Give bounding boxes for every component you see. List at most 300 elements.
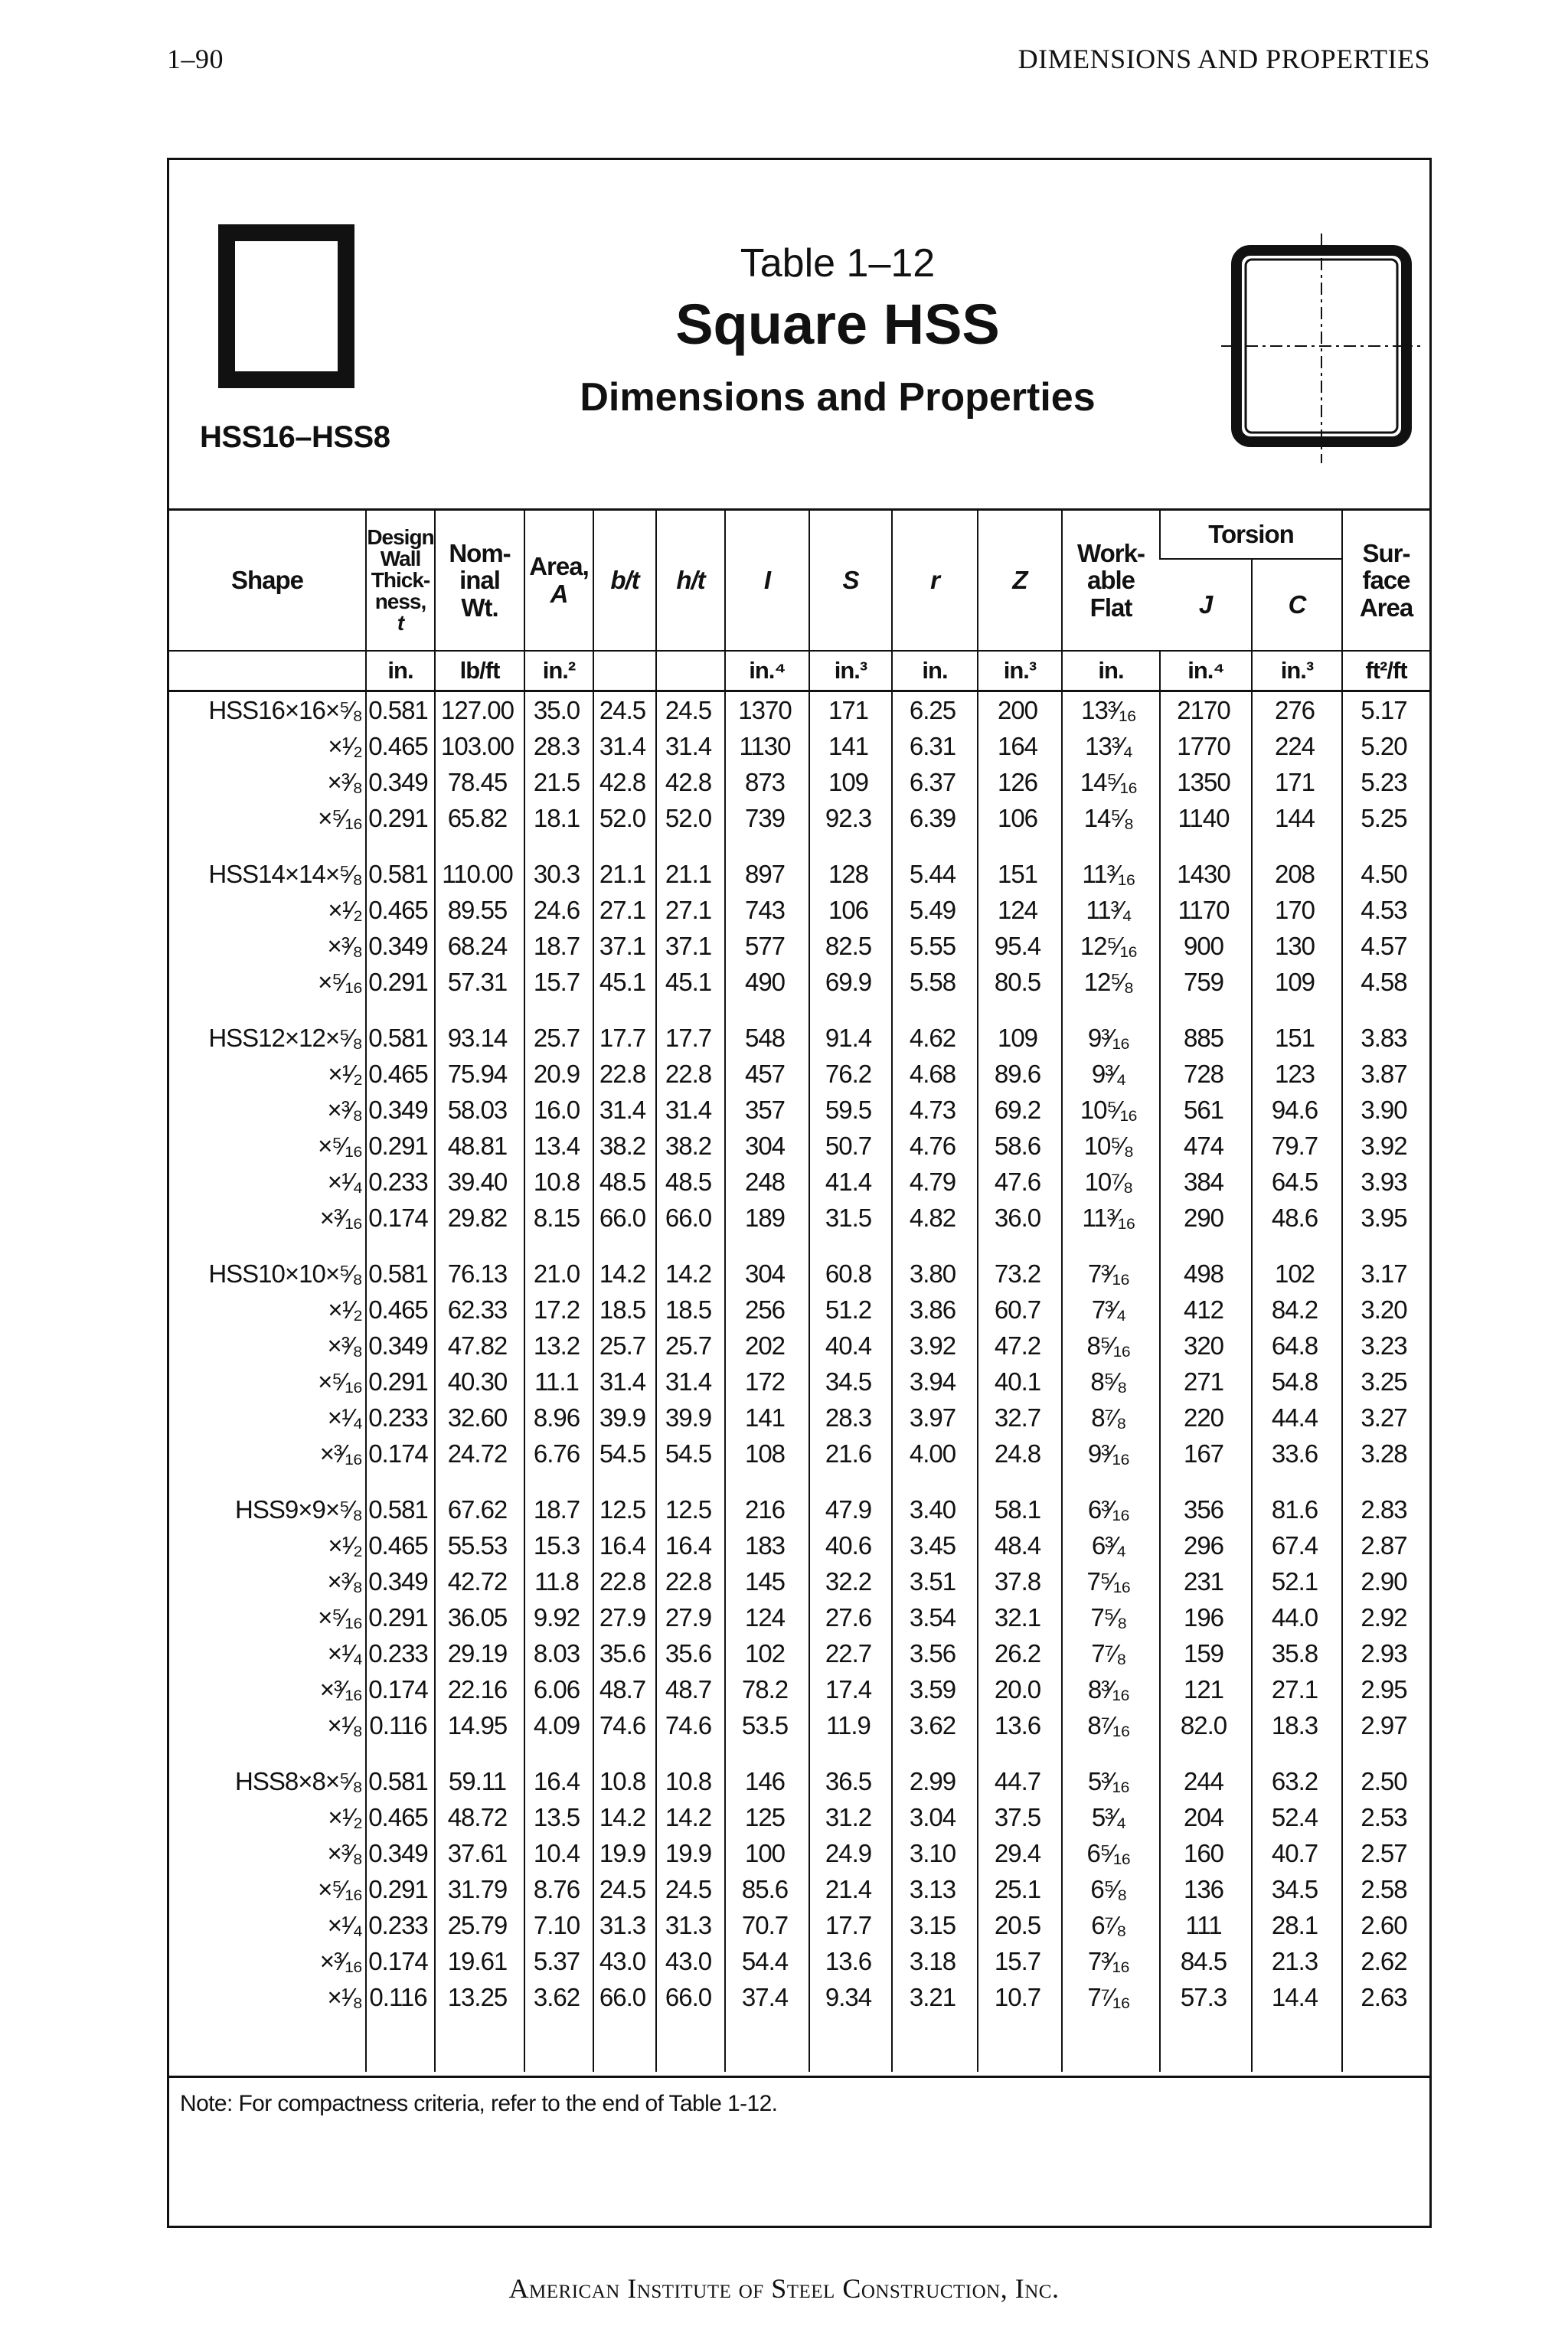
value-cell: 36.05	[435, 1599, 524, 1635]
value-cell: 47.9	[809, 1491, 892, 1527]
value-cell: 4.58	[1342, 964, 1429, 1000]
value-cell: 65.82	[435, 800, 524, 836]
value-cell: 0.291	[366, 800, 435, 836]
col-header-r: r	[892, 510, 978, 652]
value-cell: 4.57	[1342, 928, 1429, 964]
value-cell: 3.62	[892, 1707, 978, 1743]
unit-cell: in.	[366, 651, 435, 691]
value-cell: 10.8	[593, 1763, 656, 1799]
value-cell: 2.63	[1342, 1979, 1429, 2015]
value-cell: 0.349	[366, 1328, 435, 1364]
value-cell: 7³⁄₁₆	[1062, 1256, 1160, 1292]
value-cell: 8³⁄₁₆	[1062, 1671, 1160, 1707]
value-cell: 57.31	[435, 964, 524, 1000]
shape-cell: ×¹⁄₄	[327, 1403, 362, 1432]
value-cell: 75.94	[435, 1056, 524, 1092]
value-cell: 3.21	[892, 1979, 978, 2015]
note-divider	[169, 2076, 1429, 2078]
value-cell: 3.10	[892, 1835, 978, 1871]
value-cell: 3.25	[1342, 1364, 1429, 1400]
value-cell: 55.53	[435, 1527, 524, 1563]
value-cell: 10⁵⁄₈	[1062, 1128, 1160, 1164]
value-cell: 5.23	[1342, 764, 1429, 800]
value-cell: 47.2	[978, 1328, 1062, 1364]
value-cell: 8.15	[524, 1200, 593, 1236]
value-cell: 0.233	[366, 1400, 435, 1436]
value-cell: 34.5	[809, 1364, 892, 1400]
value-cell: 34.5	[1252, 1871, 1342, 1907]
value-cell: 31.4	[593, 728, 656, 764]
value-cell: 73.2	[978, 1256, 1062, 1292]
value-cell: 0.465	[366, 728, 435, 764]
value-cell: 92.3	[809, 800, 892, 836]
value-cell: 13.2	[524, 1328, 593, 1364]
value-cell: 102	[1252, 1256, 1342, 1292]
unit-cell	[169, 651, 366, 691]
value-cell: 40.7	[1252, 1835, 1342, 1871]
value-cell: 31.5	[809, 1200, 892, 1236]
value-cell: 2.97	[1342, 1707, 1429, 1743]
col-header-h-over-t: h/t	[656, 510, 725, 652]
value-cell: 145	[725, 1563, 809, 1599]
shape-cell: HSS16×16×⁵⁄₈	[208, 695, 362, 724]
value-cell: 16.4	[524, 1763, 593, 1799]
unit-cell: in.	[1062, 651, 1160, 691]
unit-cell: ft²/ft	[1342, 651, 1429, 691]
value-cell: 4.62	[892, 1020, 978, 1056]
value-cell: 3.80	[892, 1256, 978, 1292]
shape-cell: ×³⁄₈	[327, 1838, 362, 1867]
value-cell: 3.86	[892, 1292, 978, 1328]
table-row	[169, 691, 1429, 729]
value-cell: 8⁵⁄₈	[1062, 1364, 1160, 1400]
value-cell: 20.9	[524, 1056, 593, 1092]
value-cell: 2170	[1160, 691, 1252, 729]
value-cell: 7⁷⁄₁₆	[1062, 1979, 1160, 2015]
value-cell: 67.62	[435, 1491, 524, 1527]
shape-cell: HSS9×9×⁵⁄₈	[235, 1494, 362, 1524]
value-cell: 57.3	[1160, 1979, 1252, 2015]
value-cell: 171	[809, 691, 892, 729]
value-cell: 9³⁄₁₆	[1062, 1436, 1160, 1472]
shape-cell: HSS8×8×⁵⁄₈	[235, 1766, 362, 1795]
value-cell: 60.8	[809, 1256, 892, 1292]
value-cell: 3.93	[1342, 1164, 1429, 1200]
value-cell: 21.5	[524, 764, 593, 800]
value-cell: 0.174	[366, 1436, 435, 1472]
shape-cell: ×¹⁄₈	[327, 1982, 362, 2011]
value-cell: 3.92	[1342, 1128, 1429, 1164]
value-cell: 172	[725, 1364, 809, 1400]
value-cell: 40.6	[809, 1527, 892, 1563]
value-cell: 3.17	[1342, 1256, 1429, 1292]
value-cell: 561	[1160, 1092, 1252, 1128]
value-cell: 25.7	[524, 1020, 593, 1056]
value-cell: 52.1	[1252, 1563, 1342, 1599]
value-cell: 36.0	[978, 1200, 1062, 1236]
value-cell: 304	[725, 1256, 809, 1292]
value-cell: 48.4	[978, 1527, 1062, 1563]
group-spacer	[169, 1236, 1429, 1256]
table-row	[169, 1707, 1429, 1743]
value-cell: 39.40	[435, 1164, 524, 1200]
value-cell: 18.5	[656, 1292, 725, 1328]
value-cell: 124	[978, 892, 1062, 928]
col-header-surface-area: Sur- face Area	[1342, 510, 1429, 652]
value-cell: 384	[1160, 1164, 1252, 1200]
value-cell: 28.3	[524, 728, 593, 764]
value-cell: 7³⁄₄	[1062, 1292, 1160, 1328]
value-cell: 2.57	[1342, 1835, 1429, 1871]
value-cell: 18.3	[1252, 1707, 1342, 1743]
value-cell: 18.1	[524, 800, 593, 836]
table-row	[169, 1400, 1429, 1436]
value-cell: 70.7	[725, 1907, 809, 1943]
value-cell: 885	[1160, 1020, 1252, 1056]
value-cell: 0.581	[366, 1763, 435, 1799]
value-cell: 9³⁄₁₆	[1062, 1020, 1160, 1056]
value-cell: 53.5	[725, 1707, 809, 1743]
value-cell: 27.1	[656, 892, 725, 928]
value-cell: 196	[1160, 1599, 1252, 1635]
value-cell: 42.72	[435, 1563, 524, 1599]
value-cell: 5.44	[892, 856, 978, 892]
value-cell: 10.7	[978, 1979, 1062, 2015]
value-cell: 47.6	[978, 1164, 1062, 1200]
value-cell: 15.7	[524, 964, 593, 1000]
value-cell: 12.5	[593, 1491, 656, 1527]
value-cell: 0.465	[366, 1527, 435, 1563]
value-cell: 1170	[1160, 892, 1252, 928]
value-cell: 171	[1252, 764, 1342, 800]
value-cell: 14.4	[1252, 1979, 1342, 2015]
value-cell: 12.5	[656, 1491, 725, 1527]
value-cell: 320	[1160, 1328, 1252, 1364]
value-cell: 0.349	[366, 1835, 435, 1871]
value-cell: 5.25	[1342, 800, 1429, 836]
col-header-z: Z	[978, 510, 1062, 652]
value-cell: 0.581	[366, 691, 435, 729]
table-row	[169, 1943, 1429, 1979]
value-cell: 7.10	[524, 1907, 593, 1943]
col-header-b-over-t: b/t	[593, 510, 656, 652]
value-cell: 37.4	[725, 1979, 809, 2015]
value-cell: 9.34	[809, 1979, 892, 2015]
value-cell: 2.92	[1342, 1599, 1429, 1635]
value-cell: 25.7	[656, 1328, 725, 1364]
value-cell: 548	[725, 1020, 809, 1056]
value-cell: 25.1	[978, 1871, 1062, 1907]
value-cell: 93.14	[435, 1020, 524, 1056]
value-cell: 18.5	[593, 1292, 656, 1328]
value-cell: 106	[978, 800, 1062, 836]
value-cell: 11.8	[524, 1563, 593, 1599]
properties-table	[169, 508, 1429, 2072]
value-cell: 32.2	[809, 1563, 892, 1599]
value-cell: 63.2	[1252, 1763, 1342, 1799]
value-cell: 3.59	[892, 1671, 978, 1707]
value-cell: 490	[725, 964, 809, 1000]
value-cell: 108	[725, 1436, 809, 1472]
value-cell: 74.6	[656, 1707, 725, 1743]
col-header-j: J	[1198, 590, 1213, 619]
value-cell: 21.1	[656, 856, 725, 892]
shape-cell: ×¹⁄₄	[327, 1167, 362, 1196]
value-cell: 38.2	[593, 1128, 656, 1164]
value-cell: 6.06	[524, 1671, 593, 1707]
value-cell: 8.76	[524, 1871, 593, 1907]
value-cell: 0.233	[366, 1164, 435, 1200]
value-cell: 40.1	[978, 1364, 1062, 1400]
col-header-shape: Shape	[169, 510, 366, 652]
value-cell: 10⁵⁄₁₆	[1062, 1092, 1160, 1128]
value-cell: 13.6	[978, 1707, 1062, 1743]
value-cell: 48.5	[593, 1164, 656, 1200]
value-cell: 256	[725, 1292, 809, 1328]
value-cell: 19.9	[593, 1835, 656, 1871]
value-cell: 1350	[1160, 764, 1252, 800]
value-cell: 78.2	[725, 1671, 809, 1707]
value-cell: 125	[725, 1799, 809, 1835]
shape-cell: ×⁵⁄₁₆	[318, 1602, 362, 1632]
value-cell: 0.291	[366, 964, 435, 1000]
value-cell: 2.50	[1342, 1763, 1429, 1799]
value-cell: 130	[1252, 928, 1342, 964]
value-cell: 3.92	[892, 1328, 978, 1364]
value-cell: 357	[725, 1092, 809, 1128]
value-cell: 126	[978, 764, 1062, 800]
table-row	[169, 1128, 1429, 1164]
value-cell: 11.1	[524, 1364, 593, 1400]
value-cell: 76.2	[809, 1056, 892, 1092]
value-cell: 244	[1160, 1763, 1252, 1799]
unit-cell: in.	[892, 651, 978, 691]
value-cell: 14⁵⁄₈	[1062, 800, 1160, 836]
value-cell: 13.25	[435, 1979, 524, 2015]
value-cell: 15.7	[978, 1943, 1062, 1979]
value-cell: 16.0	[524, 1092, 593, 1128]
value-cell: 128	[809, 856, 892, 892]
units-row	[169, 651, 1429, 691]
value-cell: 0.233	[366, 1635, 435, 1671]
value-cell: 6³⁄₁₆	[1062, 1491, 1160, 1527]
value-cell: 2.93	[1342, 1635, 1429, 1671]
value-cell: 24.9	[809, 1835, 892, 1871]
value-cell: 19.61	[435, 1943, 524, 1979]
value-cell: 30.3	[524, 856, 593, 892]
value-cell: 224	[1252, 728, 1342, 764]
value-cell: 62.33	[435, 1292, 524, 1328]
value-cell: 5.17	[1342, 691, 1429, 729]
value-cell: 4.79	[892, 1164, 978, 1200]
value-cell: 66.0	[656, 1979, 725, 2015]
value-cell: 24.6	[524, 892, 593, 928]
value-cell: 44.4	[1252, 1400, 1342, 1436]
value-cell: 26.2	[978, 1635, 1062, 1671]
value-cell: 35.0	[524, 691, 593, 729]
value-cell: 15.3	[524, 1527, 593, 1563]
value-cell: 21.4	[809, 1871, 892, 1907]
value-cell: 27.9	[656, 1599, 725, 1635]
value-cell: 21.6	[809, 1436, 892, 1472]
value-cell: 13³⁄₄	[1062, 728, 1160, 764]
value-cell: 6⁵⁄₈	[1062, 1871, 1160, 1907]
value-cell: 3.97	[892, 1400, 978, 1436]
value-cell: 6⁷⁄₈	[1062, 1907, 1160, 1943]
value-cell: 32.1	[978, 1599, 1062, 1635]
unit-cell: in.⁴	[725, 651, 809, 691]
value-cell: 47.82	[435, 1328, 524, 1364]
value-cell: 0.116	[366, 1707, 435, 1743]
value-cell: 5³⁄₄	[1062, 1799, 1160, 1835]
value-cell: 4.68	[892, 1056, 978, 1092]
value-cell: 202	[725, 1328, 809, 1364]
page-footer	[0, 2272, 1568, 2305]
table-subtitle: Dimensions and Properties	[580, 375, 1096, 420]
value-cell: 85.6	[725, 1871, 809, 1907]
value-cell: 159	[1160, 1635, 1252, 1671]
value-cell: 60.7	[978, 1292, 1062, 1328]
value-cell: 9³⁄₄	[1062, 1056, 1160, 1092]
unit-cell: in.³	[809, 651, 892, 691]
shape-cell: ×⁵⁄₁₆	[318, 1367, 362, 1396]
value-cell: 10⁷⁄₈	[1062, 1164, 1160, 1200]
value-cell: 32.7	[978, 1400, 1062, 1436]
table-row	[169, 964, 1429, 1000]
table-row	[169, 1020, 1429, 1056]
value-cell: 189	[725, 1200, 809, 1236]
value-cell: 67.4	[1252, 1527, 1342, 1563]
value-cell: 29.19	[435, 1635, 524, 1671]
unit-cell	[656, 651, 725, 691]
value-cell: 21.3	[1252, 1943, 1342, 1979]
value-cell: 48.6	[1252, 1200, 1342, 1236]
value-cell: 3.20	[1342, 1292, 1429, 1328]
value-cell: 577	[725, 928, 809, 964]
value-cell: 0.581	[366, 856, 435, 892]
group-spacer	[169, 2015, 1429, 2072]
value-cell: 141	[725, 1400, 809, 1436]
value-cell: 64.5	[1252, 1164, 1342, 1200]
value-cell: 54.4	[725, 1943, 809, 1979]
value-cell: 82.5	[809, 928, 892, 964]
shape-cell: ×¹⁄₂	[328, 1530, 362, 1560]
shape-cell: ×¹⁄₂	[328, 895, 362, 924]
value-cell: 5.37	[524, 1943, 593, 1979]
value-cell: 43.0	[656, 1943, 725, 1979]
value-cell: 12⁵⁄₁₆	[1062, 928, 1160, 964]
value-cell: 141	[809, 728, 892, 764]
value-cell: 22.8	[593, 1056, 656, 1092]
value-cell: 14⁵⁄₁₆	[1062, 764, 1160, 800]
table-row	[169, 764, 1429, 800]
value-cell: 27.1	[593, 892, 656, 928]
value-cell: 10.8	[524, 1164, 593, 1200]
value-cell: 0.291	[366, 1871, 435, 1907]
value-cell: 728	[1160, 1056, 1252, 1092]
value-cell: 42.8	[593, 764, 656, 800]
value-cell: 37.1	[593, 928, 656, 964]
table-row	[169, 892, 1429, 928]
table-row	[169, 1763, 1429, 1799]
value-cell: 29.82	[435, 1200, 524, 1236]
table-row	[169, 1491, 1429, 1527]
value-cell: 0.349	[366, 764, 435, 800]
value-cell: 31.4	[593, 1092, 656, 1128]
value-cell: 74.6	[593, 1707, 656, 1743]
value-cell: 37.1	[656, 928, 725, 964]
value-cell: 2.60	[1342, 1907, 1429, 1943]
running-head: DIMENSIONS AND PROPERTIES	[1018, 44, 1430, 74]
col-header-nominal-wt: Nom- inal Wt.	[435, 510, 524, 652]
value-cell: 103.00	[435, 728, 524, 764]
unit-cell: in.³	[978, 651, 1062, 691]
value-cell: 1140	[1160, 800, 1252, 836]
value-cell: 4.73	[892, 1092, 978, 1128]
value-cell: 3.90	[1342, 1092, 1429, 1128]
value-cell: 40.4	[809, 1328, 892, 1364]
value-cell: 45.1	[656, 964, 725, 1000]
value-cell: 0.349	[366, 928, 435, 964]
table-row	[169, 1979, 1429, 2015]
value-cell: 39.9	[656, 1400, 725, 1436]
value-cell: 48.81	[435, 1128, 524, 1164]
value-cell: 121	[1160, 1671, 1252, 1707]
value-cell: 0.465	[366, 1799, 435, 1835]
value-cell: 19.9	[656, 1835, 725, 1871]
value-cell: 124	[725, 1599, 809, 1635]
col-header-torsion: Torsion	[1160, 510, 1342, 560]
value-cell: 82.0	[1160, 1707, 1252, 1743]
value-cell: 0.116	[366, 1979, 435, 2015]
value-cell: 14.2	[656, 1256, 725, 1292]
shape-cell: ×³⁄₁₆	[319, 1946, 362, 1975]
col-header-i: I	[725, 510, 809, 652]
value-cell: 17.7	[809, 1907, 892, 1943]
value-cell: 21.1	[593, 856, 656, 892]
shape-cell: ×³⁄₈	[327, 931, 362, 960]
value-cell: 3.04	[892, 1799, 978, 1835]
value-cell: 6.39	[892, 800, 978, 836]
value-cell: 31.4	[656, 1364, 725, 1400]
value-cell: 9.92	[524, 1599, 593, 1635]
value-cell: 6.76	[524, 1436, 593, 1472]
col-header-s: S	[809, 510, 892, 652]
table-row	[169, 1436, 1429, 1472]
value-cell: 7⁵⁄₁₆	[1062, 1563, 1160, 1599]
shape-cell: ×³⁄₁₆	[319, 1203, 362, 1232]
value-cell: 35.8	[1252, 1635, 1342, 1671]
value-cell: 43.0	[593, 1943, 656, 1979]
value-cell: 16.4	[593, 1527, 656, 1563]
value-cell: 32.60	[435, 1400, 524, 1436]
table-row	[169, 1164, 1429, 1200]
table-row	[169, 1292, 1429, 1328]
value-cell: 3.94	[892, 1364, 978, 1400]
value-cell: 474	[1160, 1128, 1252, 1164]
table-row	[169, 1871, 1429, 1907]
value-cell: 8⁷⁄₈	[1062, 1400, 1160, 1436]
value-cell: 48.72	[435, 1799, 524, 1835]
value-cell: 24.72	[435, 1436, 524, 1472]
value-cell: 204	[1160, 1799, 1252, 1835]
shape-cell: ×³⁄₈	[327, 1566, 362, 1596]
value-cell: 50.7	[809, 1128, 892, 1164]
table-body	[169, 691, 1429, 2073]
table-row	[169, 856, 1429, 892]
value-cell: 106	[809, 892, 892, 928]
footer-text: American Institute of Steel Construction, Inc.	[508, 2273, 1060, 2304]
